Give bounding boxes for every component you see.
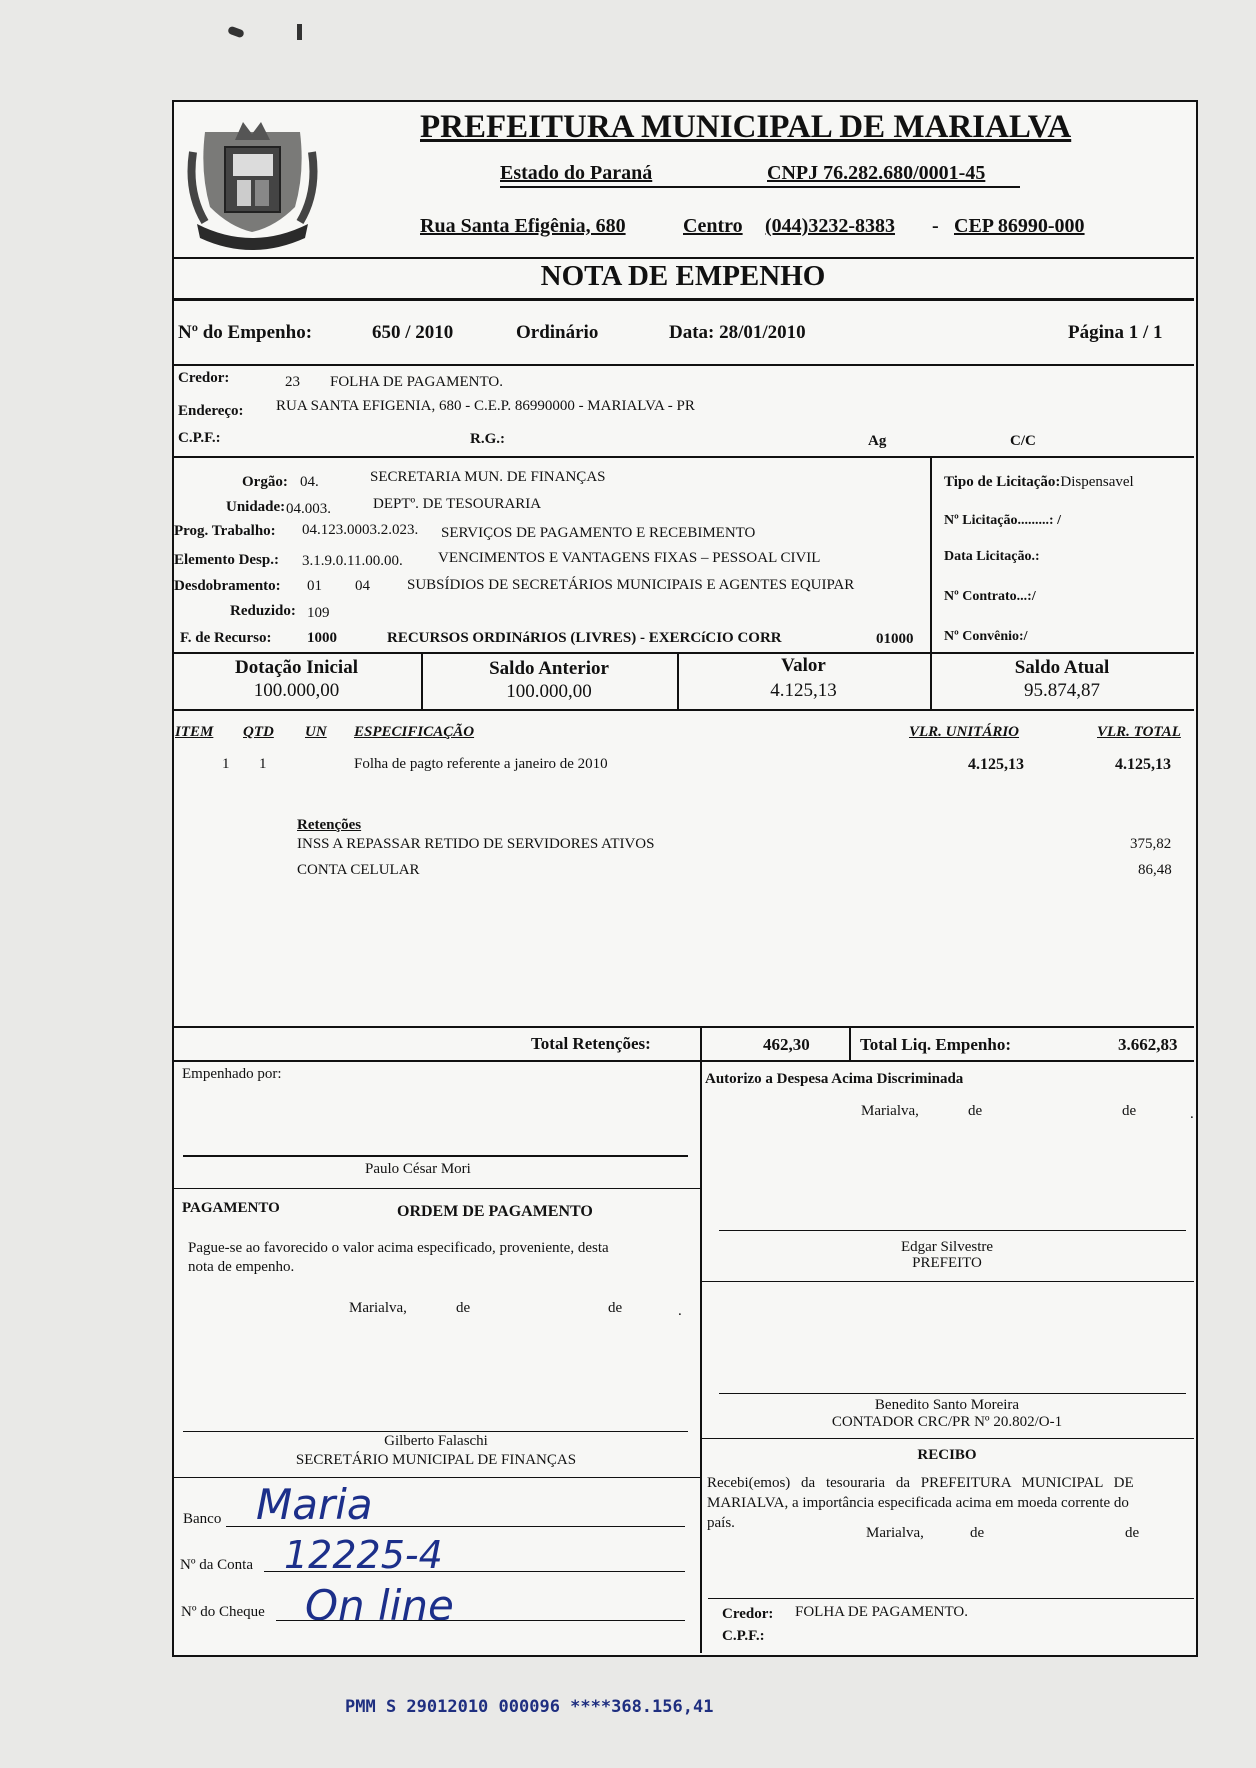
divider: [172, 1477, 700, 1478]
prog-label: Prog. Trabalho:: [174, 523, 276, 539]
divider: [930, 456, 932, 652]
desd-label: Desdobramento:: [174, 578, 281, 594]
retencao-value: 375,82: [1130, 836, 1172, 852]
autorizo-de1: de: [968, 1103, 983, 1119]
col-qtd: QTD: [243, 724, 274, 740]
col-total: VLR. TOTAL: [1097, 724, 1181, 740]
total-liq-value: 3.662,83: [1118, 1035, 1178, 1054]
recibo-credor-label: Credor:: [722, 1606, 774, 1622]
cc-label: C/C: [1010, 433, 1036, 449]
empenho-type: Ordinário: [516, 322, 599, 343]
licitacao-tipo-label: Tipo de Licitação:Dispensavel: [944, 474, 1134, 490]
divider: [172, 298, 1194, 301]
orgao-code: 04.: [300, 474, 319, 490]
unidade-label: Unidade:: [226, 499, 286, 515]
divider: [700, 1060, 702, 1653]
prefeito-role: PREFEITO: [912, 1255, 982, 1271]
retencoes-title: Retenções: [297, 817, 362, 833]
fr-code: 1000: [307, 630, 337, 646]
municipal-seal-icon: [185, 112, 320, 257]
header-underline: [500, 186, 1020, 188]
credor-name: FOLHA DE PAGAMENTO.: [330, 374, 503, 390]
conta-line: [264, 1571, 685, 1572]
scan-mark: [227, 26, 245, 39]
divider: [172, 1026, 1194, 1028]
empenho-number: 650 / 2010: [372, 322, 454, 343]
banco-value[interactable]: Maria: [256, 1480, 373, 1529]
divider: [172, 1188, 700, 1189]
divider: [172, 709, 1194, 711]
divider: [700, 1281, 1194, 1282]
header-sep: -: [932, 215, 939, 237]
licitacao-convenio: Nº Convênio:/: [944, 629, 1028, 644]
signature-line: [183, 1155, 688, 1157]
doc-title: NOTA DE EMPENHO: [540, 260, 826, 292]
divider: [700, 1438, 1194, 1439]
total-ret-value: 462,30: [763, 1035, 810, 1054]
recibo-text: Recebi(emos) da tesouraria da PREFEITURA MUNICIPAL DE: [707, 1475, 1134, 1491]
recibo-de1: de: [970, 1525, 985, 1541]
recibo-de2: de: [1125, 1525, 1140, 1541]
fr-name: RECURSOS ORDINáRIOS (LIVRES) - EXERCíCIO CORR: [387, 630, 782, 646]
fr-label: F. de Recurso:: [180, 630, 272, 646]
empenhado-label: Empenhado por:: [182, 1066, 282, 1082]
elem-label: Elemento Desp.:: [174, 552, 279, 568]
item-desc: Folha de pagto referente a janeiro de 2010: [354, 756, 608, 772]
orgao-label: Orgão:: [242, 474, 288, 490]
pagamento-text: Pague-se ao favorecido o valor acima especificado, proveniente, desta: [188, 1240, 609, 1256]
pagamento-de2: de: [608, 1300, 623, 1316]
licitacao-data: Data Licitação.:: [944, 549, 1040, 564]
col-item: ITEM: [175, 724, 214, 740]
prefeito-name: Edgar Silvestre: [900, 1239, 994, 1255]
cheque-label: Nº do Cheque: [181, 1604, 265, 1620]
signature-line: [719, 1393, 1186, 1394]
cheque-line: [276, 1620, 685, 1621]
licitacao-contrato: Nº Contrato...:/: [944, 589, 1036, 604]
cpf-label: C.P.F.:: [178, 430, 221, 446]
desd-code2: 04: [355, 578, 370, 594]
licitacao-tipo-value: Dispensavel: [1060, 474, 1134, 490]
prog-code: 04.123.0003.2.023.: [302, 522, 419, 538]
item-total: 4.125,13: [1115, 756, 1171, 773]
divider: [700, 1026, 702, 1060]
item-unit: 4.125,13: [968, 756, 1024, 773]
divider: [172, 364, 1194, 366]
divider: [172, 1060, 1194, 1062]
divider: [172, 257, 1194, 259]
desd-code1: 01: [307, 578, 322, 594]
header-cnpj: CNPJ 76.282.680/0001-45: [767, 162, 986, 184]
elem-name: VENCIMENTOS E VANTAGENS FIXAS – PESSOAL CIVIL: [438, 550, 821, 566]
ag-label: Ag: [868, 433, 887, 449]
conta-value[interactable]: 12225-4: [284, 1533, 443, 1577]
desd-name: SUBSÍDIOS DE SECRETÁRIOS MUNICIPAIS E AGENTES EQUIPAR: [407, 577, 855, 593]
total-liq-label: Total Liq. Empenho:: [860, 1035, 1011, 1054]
contador-role: CONTADOR CRC/PR Nº 20.802/O-1: [831, 1414, 1063, 1430]
credor-address: RUA SANTA EFIGENIA, 680 - C.E.P. 86990000 - MARIALVA - PR: [276, 398, 695, 414]
recibo-text: país.: [707, 1515, 735, 1531]
pagamento-label: PAGAMENTO: [182, 1200, 280, 1216]
pagamento-de1: de: [456, 1300, 471, 1316]
rg-label: R.G.:: [470, 431, 505, 447]
address-label: Endereço:: [178, 403, 244, 419]
conta-label: Nº da Conta: [180, 1557, 253, 1573]
item-qty: 1: [259, 756, 267, 772]
divider: [172, 652, 1194, 654]
secretario-name: Gilberto Falaschi: [384, 1433, 488, 1449]
col-un: UN: [305, 724, 327, 740]
reduzido-code: 109: [307, 605, 330, 621]
atual-label: Saldo Atual: [1014, 657, 1110, 678]
divider: [849, 1026, 851, 1060]
recibo-credor-value: FOLHA DE PAGAMENTO.: [795, 1604, 968, 1620]
anterior-label: Saldo Anterior: [489, 658, 609, 679]
fr-code2: 01000: [876, 631, 914, 647]
unidade-code: 04.003.: [286, 501, 331, 517]
autorizo-dot: .: [1190, 1106, 1194, 1122]
dotacao-label: Dotação Inicial: [235, 657, 358, 678]
signature-line: [183, 1431, 688, 1432]
retencao-value: 86,48: [1138, 862, 1172, 878]
recibo-city: Marialva,: [866, 1525, 924, 1541]
atual-value: 95.874,87: [1024, 680, 1100, 701]
total-ret-label: Total Retenções:: [531, 1034, 651, 1053]
secretario-role: SECRETÁRIO MUNICIPAL DE FINANÇAS: [295, 1452, 577, 1468]
empenhado-name: Paulo César Mori: [365, 1161, 471, 1177]
pagamento-dot: .: [678, 1303, 682, 1319]
dotacao-value: 100.000,00: [253, 680, 340, 701]
divider: [172, 456, 1194, 458]
retencao-desc: CONTA CELULAR: [297, 862, 420, 878]
empenho-date: Data: 28/01/2010: [669, 322, 806, 343]
credor-code: 23: [285, 374, 300, 390]
valor-value: 4.125,13: [770, 680, 837, 701]
credor-label: Credor:: [178, 370, 230, 386]
header-district: Centro: [683, 215, 743, 237]
banco-label: Banco: [183, 1511, 222, 1527]
pagamento-city: Marialva,: [349, 1300, 407, 1316]
item-number: 1: [222, 756, 230, 772]
empenho-label: Nº do Empenho:: [178, 322, 313, 343]
col-unit: VLR. UNITÁRIO: [909, 724, 1020, 740]
cheque-value[interactable]: On line: [305, 1581, 454, 1630]
header-phone: (044)3232-8383: [765, 215, 895, 237]
banco-line: [226, 1526, 685, 1527]
elem-code: 3.1.9.0.11.00.00.: [302, 553, 403, 569]
licitacao-num: Nº Licitação.........: /: [944, 513, 1061, 528]
retencao-desc: INSS A REPASSAR RETIDO DE SERVIDORES ATIVOS: [297, 836, 655, 852]
header-state: Estado do Paraná: [500, 162, 653, 184]
signature-line: [719, 1230, 1186, 1231]
recibo-title: RECIBO: [917, 1447, 977, 1463]
contador-name: Benedito Santo Moreira: [874, 1397, 1020, 1413]
unidade-name: DEPTº. DE TESOURARIA: [373, 496, 542, 512]
valor-label: Valor: [781, 655, 826, 676]
autorizo-city: Marialva,: [861, 1103, 919, 1119]
reduzido-label: Reduzido:: [230, 603, 296, 619]
ordem-label: ORDEM DE PAGAMENTO: [397, 1203, 593, 1220]
autorizo-label: Autorizo a Despesa Acima Discriminada: [705, 1071, 964, 1087]
scan-mark: [297, 24, 302, 40]
signature-line: [708, 1598, 1194, 1599]
header-title: PREFEITURA MUNICIPAL DE MARIALVA: [420, 109, 1072, 145]
header-cep: CEP 86990-000: [954, 215, 1085, 237]
autorizo-de2: de: [1122, 1103, 1137, 1119]
pagamento-text: nota de empenho.: [188, 1259, 295, 1275]
orgao-name: SECRETARIA MUN. DE FINANÇAS: [370, 469, 606, 485]
recibo-text: MARIALVA, a importância especificada acima em moeda corrente do: [707, 1495, 1129, 1511]
machine-stamp: PMM S 29012010 000096 ****368.156,41: [345, 1697, 714, 1717]
anterior-value: 100.000,00: [506, 681, 592, 702]
recibo-cpf-label: C.P.F.:: [722, 1628, 765, 1644]
prog-name: SERVIÇOS DE PAGAMENTO E RECEBIMENTO: [441, 525, 756, 541]
empenho-page: Página 1 / 1: [1068, 322, 1163, 343]
header-address: Rua Santa Efigênia, 680: [420, 215, 626, 237]
col-esp: ESPECIFICAÇÃO: [354, 724, 475, 740]
